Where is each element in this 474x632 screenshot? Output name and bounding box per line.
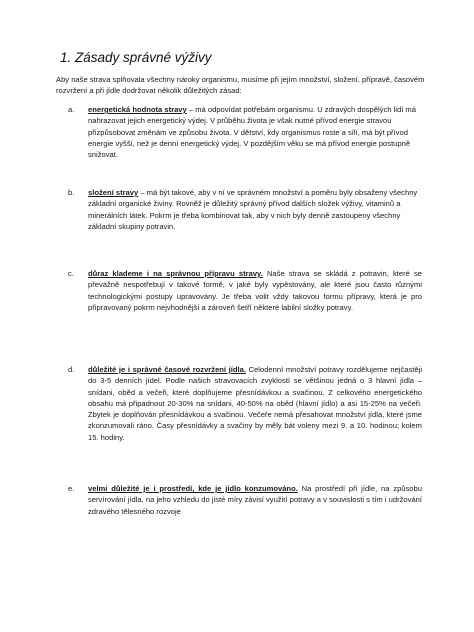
- list-item-d: [68, 364, 423, 443]
- list-marker: c.: [68, 269, 74, 278]
- list-marker: a.: [68, 105, 75, 114]
- list-item-body: – má být takové, aby v ní ve správném množství a poměru byly obsaženy všechny základní organické živiny. Rovněž je důležitý správný přívod dalších složek výživy, vitaminů a minerálních látek. Pokrm je třeba kombinovat tak, aby v nich byly denně zastoupeny všechny základní skupiny potravin.: [88, 188, 418, 231]
- list-item-text: [88, 187, 422, 232]
- list-item-a: [68, 104, 422, 160]
- list-marker: d.: [68, 365, 75, 374]
- list-item-title: složení stravy: [88, 188, 139, 197]
- list-item-body: Na prostředí při jídle, na způsobu servírování jídla, na jeho vzhledu do jisté míry závisí využití potravy a v souvislosti s tím i udržování zdravého tělesného rozvoje: [88, 484, 422, 516]
- list-item-body: – má odpovídat potřebám organismu. U zdravých dospělých lidí má nahrazovat jejich energetický výdej. V průběhu života je však nutné přívod energie stravou přizpůsobovat změnám ve způsobu života. V dětství, kdy organismus roste a sílí, má být přívod energie vyšší, než je denní energetický výdej. V pozdějším věku se má přívod energie postupně snižovat.: [88, 105, 416, 160]
- list-item-text: [88, 483, 422, 517]
- list-item-body: Celodenní množství potravy rozdělujeme nejčastěji do 3-5 denních jídel. Podle našich stravovacích zvyklostí se většinou jedná o 3 hlavní jídla – snídani, oběd a večeři, které doplňujeme přesnídávkou a svačinou. Z celkového energetického obsahu má připadnout 20-30% na snídani, 40-50% na oběd (hlavní jídlo) a asi 15-25% na večeři. Zbytek je doplňován přesnídávkou a svačinou. Večeře nemá přesahovat množství jídla, které jsme zkonzumovali ráno. Časy přesnídávky a svačiny by měly bát voleny mezi 9. a 10. hodinou; kolem 15. hodiny.: [88, 365, 423, 442]
- list-item-text: [88, 364, 422, 443]
- list-item-e: [68, 483, 422, 517]
- intro-paragraph: Aby naše strava splňovala všechny nároky organismu, musíme při jejím množství, složení, přípravě, časovém rozvržení a při jídle dodržovat několik důležitých zásad:: [56, 75, 425, 95]
- list-item-c: [68, 268, 422, 313]
- list-item-text: [88, 104, 422, 160]
- list-item-b: [68, 187, 422, 232]
- list-marker: e.: [68, 484, 75, 493]
- list-item-body: Naše strava se skládá z potravin, které se převážně nespotřebují v takové formě, v jaké byly vypěstovány, ale které jsou často různými technologickými postupy upravovány. Je třeba volit vždy takovou formu přípravy, která je pro připravovaný pokrm nejvhodnější a zároveň šetří některé labilní složky potravy.: [88, 269, 422, 312]
- list-item-title: důležité je i správné časové rozvržení jídla.: [88, 365, 246, 374]
- list-item-title: energetická hodnota stravy: [88, 105, 187, 114]
- list-item-text: [88, 268, 422, 313]
- list-marker: b.: [68, 188, 75, 197]
- list-item-title: důraz klademe i na správnou přípravu stravy.: [88, 269, 263, 278]
- section-heading: 1. Zásady správné výživy: [60, 50, 212, 65]
- list-item-title: velmi důležité je i prostředí, kde je jídlo konzumováno.: [88, 484, 298, 493]
